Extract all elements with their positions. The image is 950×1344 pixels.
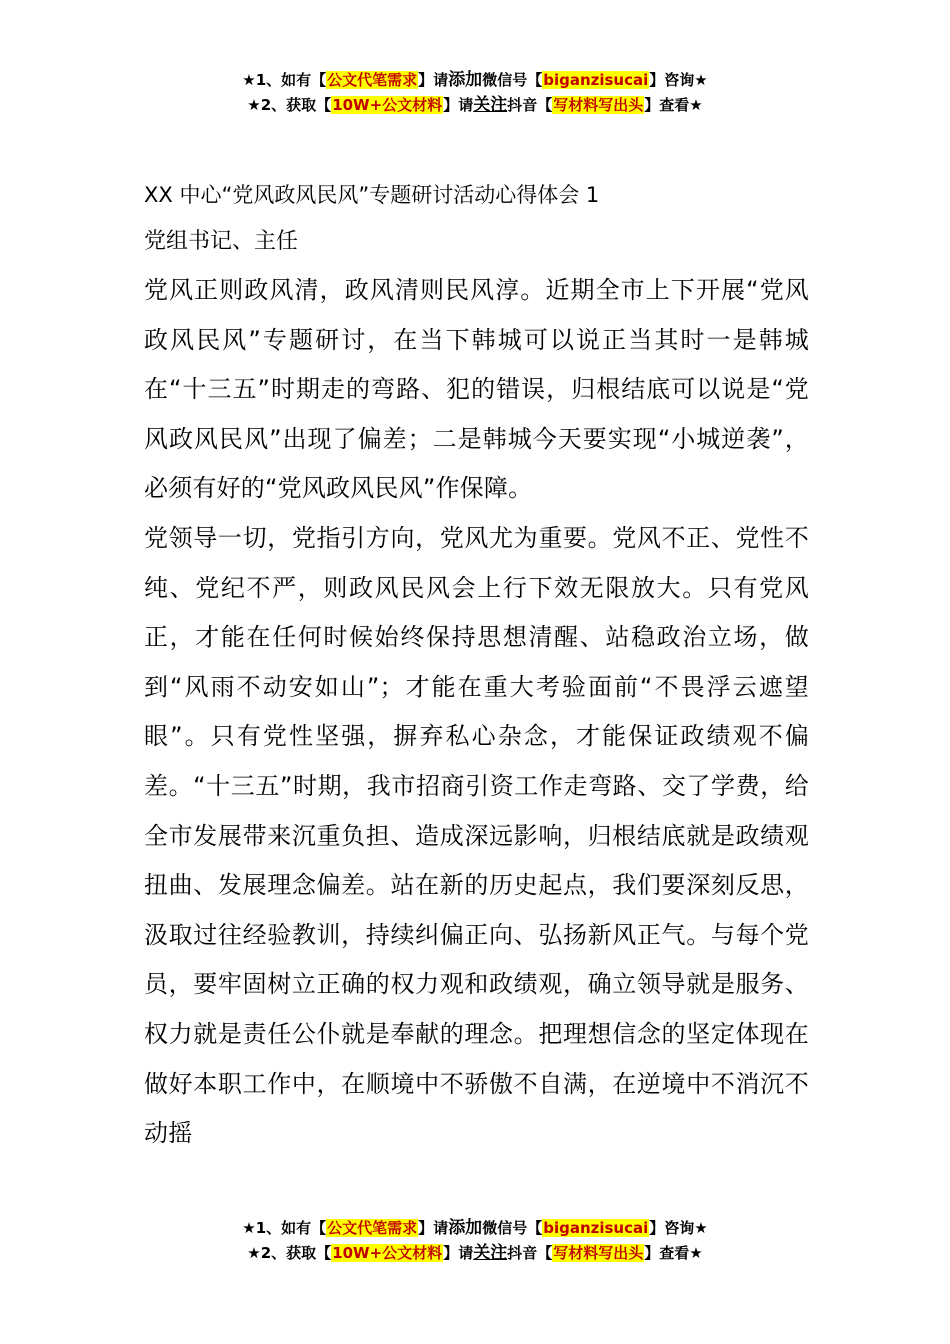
header-banner	[0, 68, 950, 118]
banner-line-1: ★1、如有【公文代笔需求】请添加微信号【biganzisucai】咨询★	[242, 70, 708, 90]
highlight-douyin-account: 写材料写出头	[553, 96, 644, 114]
highlight-wechat-id: biganzisucai	[543, 71, 649, 89]
highlight-wechat-id: biganzisucai	[543, 1219, 649, 1237]
document-body	[144, 172, 809, 1159]
paragraph-1: 党风正则政风清，政风清则民风淳。近期全市上下开展“党风政风民风”专题研讨，在当下韩城可以说正当其时一是韩城在“十三五”时期走的弯路、犯的错误，归根结底可以说是“党风政风民风”出现了偏差；二是韩城今天要实现“小城逆袭”，必须有好的“党风政风民风”作保障。	[144, 276, 809, 503]
highlight-materials: 10W+公文材料	[332, 96, 443, 114]
document-title: XX 中心“党风政风民风”专题研讨活动心得体会 1	[144, 183, 600, 207]
footer-banner	[0, 1216, 950, 1266]
highlight-douyin-account: 写材料写出头	[553, 1244, 644, 1262]
highlight-ghostwriting: 公文代笔需求	[327, 1219, 418, 1237]
footer-line-1: ★1、如有【公文代笔需求】请添加微信号【biganzisucai】咨询★	[242, 1218, 708, 1238]
highlight-materials: 10W+公文材料	[332, 1244, 443, 1262]
document-author: 党组书记、主任	[144, 229, 299, 254]
paragraph-2: 党领导一切，党指引方向，党风尤为重要。党风不正、党性不纯、党纪不严，则政风民风会上行下效无限放大。只有党风正，才能在任何时候始终保持思想清醒、站稳政治立场，做到“风雨不动安如山”；才能在重大考验面前“不畏浮云遮望眼”。只有党性坚强，摒弃私心杂念，才能保证政绩观不偏差。“十三五”时期，我市招商引资工作走弯路、交了学费，给全市发展带来沉重负担、造成深远影响，归根结底就是政绩观扭曲、发展理念偏差。站在新的历史起点，我们要深刻反思，汲取过往经验教训，持续纠偏正向、弘扬新风正气。与每个党员，要牢固树立正确的权力观和政绩观，确立领导就是服务、权力就是责任公仆就是奉献的理念。把理想信念的坚定体现在做好本职工作中，在顺境中不骄傲不自满，在逆境中不消沉不动摇	[144, 523, 809, 1148]
highlight-ghostwriting: 公文代笔需求	[327, 71, 418, 89]
banner-line-2: ★2、获取【10W+公文材料】请关注抖音【写材料写出头】查看★	[247, 95, 703, 115]
footer-line-2: ★2、获取【10W+公文材料】请关注抖音【写材料写出头】查看★	[247, 1243, 703, 1263]
